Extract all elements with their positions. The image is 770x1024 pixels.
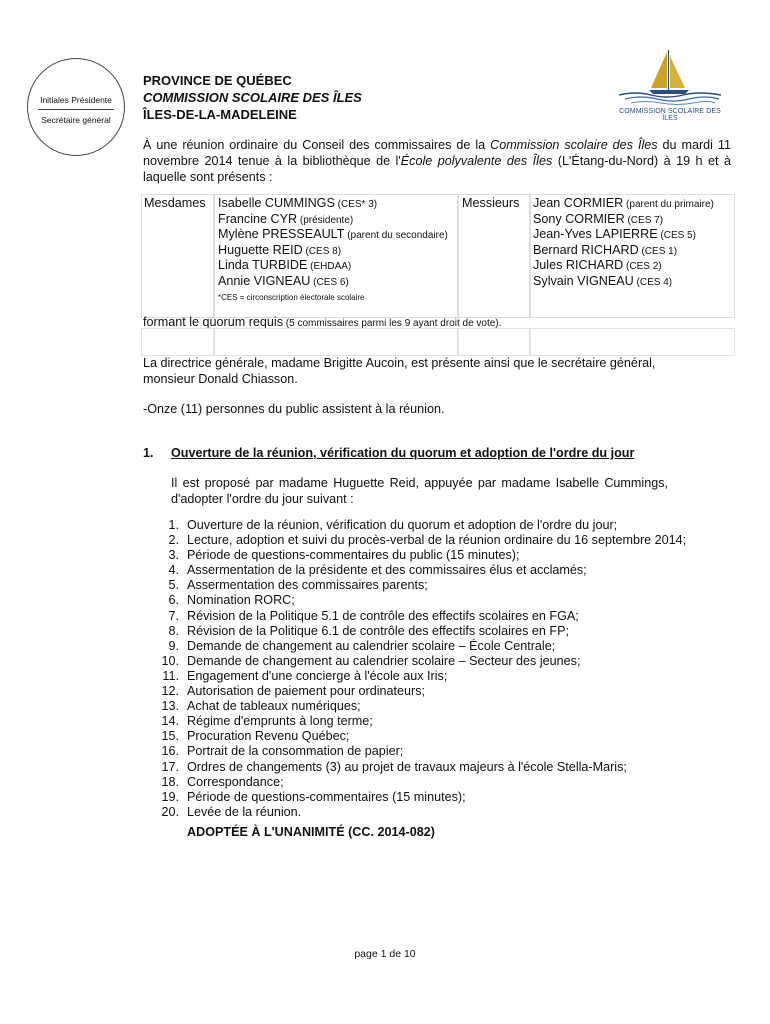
agenda-item bbox=[143, 624, 703, 639]
agenda-item bbox=[143, 805, 703, 820]
agenda-item bbox=[143, 654, 703, 669]
attendee-role: (CES 1) bbox=[638, 245, 678, 257]
intro-text-1: À une réunion ordinaire du Conseil des commissaires de la bbox=[143, 138, 491, 152]
agenda-item bbox=[143, 518, 703, 533]
agenda-item-text: Procuration Revenu Québec; bbox=[187, 729, 350, 744]
agenda-item-number: 9. bbox=[168, 638, 179, 653]
agenda-item-number: 16. bbox=[161, 744, 179, 759]
logo-text: COMMISSION SCOLAIRE DES ÎLES bbox=[619, 108, 721, 122]
agenda-item-number: 12. bbox=[161, 684, 179, 699]
agenda-item bbox=[143, 609, 703, 624]
messieurs-attendee bbox=[533, 227, 714, 243]
agenda-item-text: Autorisation de paiement pour ordinateurs; bbox=[187, 684, 426, 699]
agenda-item-text: Achat de tableaux numériques; bbox=[187, 699, 361, 714]
agenda-item-number: 13. bbox=[161, 699, 179, 714]
agenda-item bbox=[143, 790, 703, 805]
ces-footnote: *CES = circonscription électorale scolaire bbox=[218, 293, 365, 302]
agenda-item-text: Correspondance; bbox=[187, 774, 284, 789]
agenda-item bbox=[143, 714, 703, 729]
attendee-role: (CES 4) bbox=[633, 276, 673, 288]
attendee-role: (CES* 3) bbox=[334, 199, 378, 210]
agenda-item bbox=[143, 593, 703, 608]
attendee-name: Bernard RICHARD bbox=[533, 242, 639, 257]
stamp-presidente-label: Initiales Présidente bbox=[40, 95, 112, 105]
messieurs-attendee bbox=[533, 196, 714, 212]
agenda-item-text: Demande de changement au calendrier scolaire – École Centrale; bbox=[187, 638, 556, 653]
agenda-item-number: 17. bbox=[161, 759, 179, 774]
attendee-role: (parent du secondaire) bbox=[344, 230, 448, 241]
messieurs-attendee bbox=[533, 258, 714, 274]
attendee-name: Sylvain VIGNEAU bbox=[533, 273, 634, 288]
agenda-item-text: Assermentation de la présidente et des commissaires élus et acclamés; bbox=[187, 563, 587, 578]
mesdames-attendee bbox=[218, 274, 448, 290]
agenda-item-text: Nomination RORC; bbox=[187, 593, 295, 608]
agenda-item-text: Demande de changement au calendrier scolaire – Secteur des jeunes; bbox=[187, 653, 581, 668]
attendance-table bbox=[141, 194, 733, 316]
agenda-item-number: 2. bbox=[168, 533, 179, 548]
proposal-paragraph: Il est proposé par madame Huguette Reid, appuyée par madame Isabelle Cummings, d'adopter l'ordre du jour suivant : bbox=[171, 476, 668, 506]
agenda-item-number: 5. bbox=[168, 578, 179, 593]
attendee-name: Linda TURBIDE bbox=[218, 258, 308, 272]
agenda-item-number: 14. bbox=[161, 714, 179, 729]
attendee-role: (CES 8) bbox=[302, 245, 342, 257]
page-number: page 1 de 10 bbox=[354, 948, 416, 960]
agenda-item-text: Ouverture de la réunion, vérification du quorum et adoption de l'ordre du jour; bbox=[187, 518, 618, 532]
commission-logo bbox=[615, 48, 725, 120]
attendee-role: (parent du primaire) bbox=[623, 199, 714, 210]
agenda-item-number: 15. bbox=[161, 729, 179, 744]
agenda-item-number: 3. bbox=[168, 548, 179, 563]
attendee-role: (EHDAA) bbox=[307, 261, 352, 272]
agenda-item bbox=[143, 669, 703, 684]
agenda-item-number: 11. bbox=[162, 668, 179, 683]
attendee-role: (CES 2) bbox=[623, 261, 662, 272]
attendee-name: Jean CORMIER bbox=[533, 196, 624, 210]
attendee-role: (CES 6) bbox=[310, 276, 349, 288]
messieurs-list bbox=[533, 196, 714, 289]
directrice-paragraph: La directrice générale, madame Brigitte Aucoin, est présente ainsi que le secrétaire général, monsieur Donald Chiasson. bbox=[143, 356, 656, 386]
initials-stamp bbox=[27, 58, 125, 156]
agenda-list bbox=[143, 518, 703, 820]
attendee-role: (présidente) bbox=[297, 214, 354, 226]
header-region: ÎLES-DE-LA-MADELEINE bbox=[143, 107, 297, 122]
empty-table-row bbox=[141, 328, 733, 354]
attendee-name: Isabelle CUMMINGS bbox=[218, 196, 335, 210]
agenda-item-number: 1. bbox=[168, 518, 179, 532]
intro-em-ecole: École polyvalente des Îles bbox=[400, 154, 553, 168]
agenda-item-number: 10. bbox=[161, 653, 179, 668]
agenda-item bbox=[143, 744, 703, 759]
attendee-role: (CES 7) bbox=[624, 214, 664, 226]
agenda-item bbox=[143, 639, 703, 654]
stamp-divider bbox=[38, 109, 114, 110]
agenda-item-number: 8. bbox=[168, 623, 179, 638]
agenda-item-number: 6. bbox=[168, 593, 179, 608]
sailboat-logo-icon bbox=[615, 48, 725, 108]
agenda-item-text: Ordres de changements (3) au projet de travaux majeurs à l'école Stella-Maris; bbox=[187, 759, 627, 774]
public-paragraph: -Onze (11) personnes du public assistent à la réunion. bbox=[143, 402, 445, 416]
attendee-name: Francine CYR bbox=[218, 211, 298, 226]
agenda-item-number: 19. bbox=[161, 789, 179, 804]
agenda-item-text: Période de questions-commentaires du public (15 minutes); bbox=[187, 548, 520, 563]
quorum-main: formant le quorum requis bbox=[143, 315, 283, 329]
agenda-item bbox=[143, 548, 703, 563]
section-title: Ouverture de la réunion, vérification du quorum et adoption de l'ordre du jour bbox=[171, 446, 635, 460]
header-province: PROVINCE DE QUÉBEC bbox=[143, 73, 292, 88]
quorum-line bbox=[143, 315, 501, 329]
adoption-statement: ADOPTÉE À L'UNANIMITÉ (CC. 2014-082) bbox=[187, 825, 435, 839]
messieurs-attendee bbox=[533, 212, 714, 228]
intro-em-commission: Commission scolaire des Îles bbox=[490, 138, 658, 152]
intro-paragraph bbox=[143, 137, 731, 185]
agenda-item bbox=[143, 729, 703, 744]
attendee-role: (CES 5) bbox=[657, 230, 696, 241]
agenda-item bbox=[143, 684, 703, 699]
agenda-item bbox=[143, 563, 703, 578]
agenda-item bbox=[143, 578, 703, 593]
attendee-name: Jean-Yves LAPIERRE bbox=[533, 227, 658, 241]
attendee-name: Huguette REID bbox=[218, 242, 303, 257]
intro-text-2: du mardi 11 novembre 2014 tenue à la bibliothèque de l' bbox=[143, 138, 731, 168]
attendee-name: Mylène PRESSEAULT bbox=[218, 227, 345, 241]
agenda-item-text: Période de questions-commentaires (15 minutes); bbox=[187, 789, 466, 804]
agenda-item-number: 18. bbox=[161, 774, 179, 789]
messieurs-attendee bbox=[533, 274, 714, 290]
agenda-item-text: Portrait de la consommation de papier; bbox=[187, 744, 404, 759]
stamp-secretaire-label: Secrétaire général bbox=[41, 115, 111, 125]
agenda-item-number: 7. bbox=[168, 608, 179, 623]
agenda-item-text: Régime d'emprunts à long terme; bbox=[187, 714, 373, 729]
section-number: 1. bbox=[143, 446, 154, 460]
attendee-name: Annie VIGNEAU bbox=[218, 273, 311, 288]
mesdames-attendee bbox=[218, 196, 448, 212]
messieurs-label: Messieurs bbox=[462, 196, 520, 210]
agenda-item-text: Levée de la réunion. bbox=[187, 804, 302, 819]
agenda-item bbox=[143, 760, 703, 775]
agenda-item-number: 4. bbox=[168, 563, 179, 578]
agenda-item bbox=[143, 775, 703, 790]
agenda-item-text: Révision de la Politique 6.1 de contrôle des effectifs scolaires en FP; bbox=[187, 623, 569, 638]
agenda-item-text: Révision de la Politique 5.1 de contrôle des effectifs scolaires en FGA; bbox=[187, 608, 579, 623]
mesdames-label: Mesdames bbox=[144, 196, 206, 210]
agenda-item bbox=[143, 533, 703, 548]
mesdames-list bbox=[218, 196, 448, 289]
attendee-name: Sony CORMIER bbox=[533, 211, 625, 226]
agenda-item-text: Assermentation des commissaires parents; bbox=[187, 578, 428, 593]
agenda-item-text: Engagement d'une concierge à l'école aux Iris; bbox=[187, 668, 448, 683]
mesdames-attendee bbox=[218, 258, 448, 274]
quorum-detail: (5 commissaires parmi les 9 ayant droit de vote). bbox=[283, 318, 502, 329]
mesdames-attendee bbox=[218, 212, 448, 228]
mesdames-attendee bbox=[218, 243, 448, 259]
messieurs-attendee bbox=[533, 243, 714, 259]
intro-text-3: (L'Étang-du-Nord) à 19 h et à laquelle sont présents : bbox=[143, 154, 732, 184]
agenda-item-number: 20. bbox=[161, 804, 179, 819]
agenda-item bbox=[143, 699, 703, 714]
agenda-item-text: Lecture, adoption et suivi du procès-verbal de la réunion ordinaire du 16 septembre 2014; bbox=[187, 533, 687, 548]
attendee-name: Jules RICHARD bbox=[533, 258, 624, 272]
mesdames-attendee bbox=[218, 227, 448, 243]
header-commission: COMMISSION SCOLAIRE DES ÎLES bbox=[143, 90, 362, 105]
